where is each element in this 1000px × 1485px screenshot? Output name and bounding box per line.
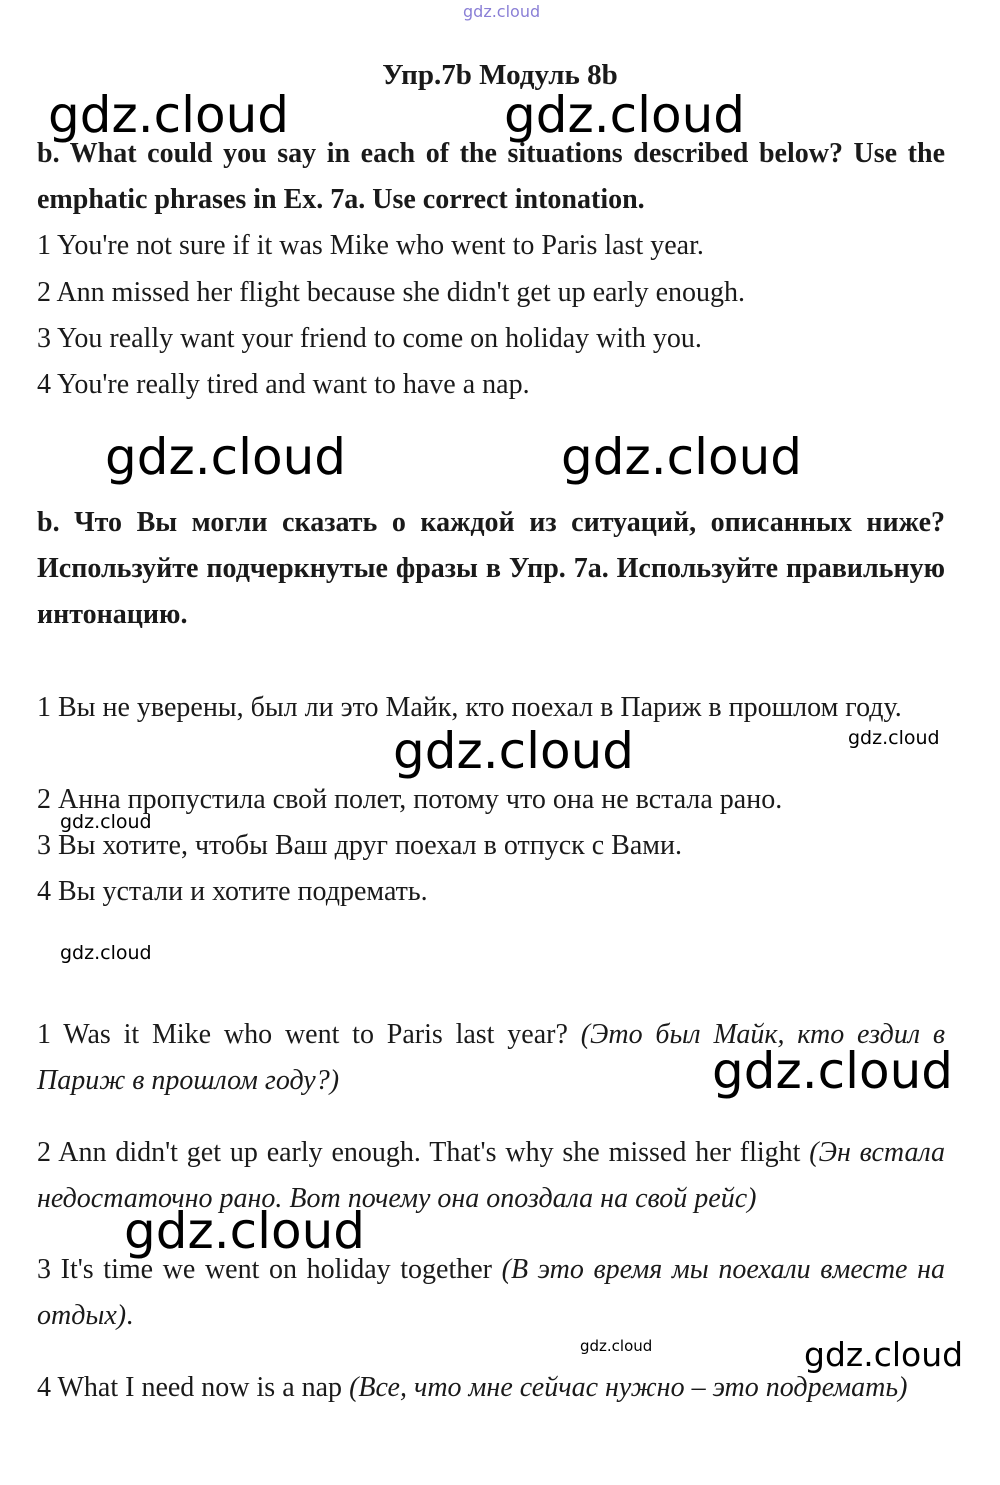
answer-item: [37, 1247, 945, 1339]
watermark: gdz.cloud: [561, 428, 803, 486]
watermark: gdz.cloud: [60, 942, 152, 964]
answer-translation: (Это был Майк, кто ездил в Париж в прошлом году?): [37, 1019, 946, 1096]
watermark: gdz.cloud: [105, 428, 347, 486]
watermark: gdz.cloud: [712, 1042, 954, 1100]
page-title: Упр.7b Модуль 8b: [382, 59, 618, 91]
watermark: gdz.cloud: [848, 727, 940, 749]
answer-item: [37, 1130, 945, 1222]
answer-text: 4 What I need now is a nap: [37, 1372, 350, 1403]
watermark: gdz.cloud: [60, 811, 152, 833]
english-item: 1 You're not sure if it was Mike who went to Paris last year.: [37, 230, 704, 261]
english-task: b. What could you say in each of the situations described below? Use the emphatic phrases in Ex. 7a. Use correct intonation.: [37, 138, 945, 215]
english-item: 3 You really want your friend to come on holiday with you.: [37, 323, 702, 354]
watermark: gdz.cloud: [504, 86, 746, 144]
answer-translation: (В это время мы поехали вместе на отдых): [37, 1254, 945, 1331]
answer-translation: (Все, что мне сейчас нужно – это подремать): [349, 1372, 908, 1403]
answer-tail: .: [126, 1300, 134, 1331]
answer-text: 1 Was it Mike who went to Paris last year?: [37, 1019, 581, 1050]
watermark-top[interactable]: gdz.cloud: [463, 2, 541, 21]
english-item: 4 You're really tired and want to have a nap.: [37, 369, 530, 400]
russian-item: 1 Вы не уверены, был ли это Майк, кто поехал в Париж в прошлом году.: [37, 692, 902, 723]
watermark: gdz.cloud: [393, 722, 635, 780]
watermark: gdz.cloud: [48, 86, 290, 144]
english-item: 2 Ann missed her flight because she didn't get up early enough.: [37, 277, 745, 308]
russian-task: b. Что Вы могли сказать о каждой из ситуаций, описанных ниже? Используйте подчеркнутые фразы в Упр. 7a. Используйте правильную интонацию.: [37, 507, 945, 630]
russian-item: 3 Вы хотите, чтобы Ваш друг поехал в отпуск с Вами.: [37, 830, 682, 861]
answer-item: [37, 1365, 945, 1411]
russian-item: 4 Вы устали и хотите подремать.: [37, 876, 428, 907]
russian-item: 2 Анна пропустила свой полет, потому что она не встала рано.: [37, 784, 783, 815]
answer-item: [37, 1012, 945, 1104]
watermark: gdz.cloud: [804, 1335, 964, 1374]
answer-text: 2 Ann didn't get up early enough. That's why she missed her flight: [37, 1137, 810, 1168]
answer-translation: (Эн встала недостаточно рано. Вот почему она опоздала на свой рейс): [37, 1137, 946, 1214]
answer-text: 3 It's time we went on holiday together: [37, 1254, 502, 1285]
watermark: gdz.cloud: [580, 1337, 653, 1355]
watermark: gdz.cloud: [124, 1202, 366, 1260]
